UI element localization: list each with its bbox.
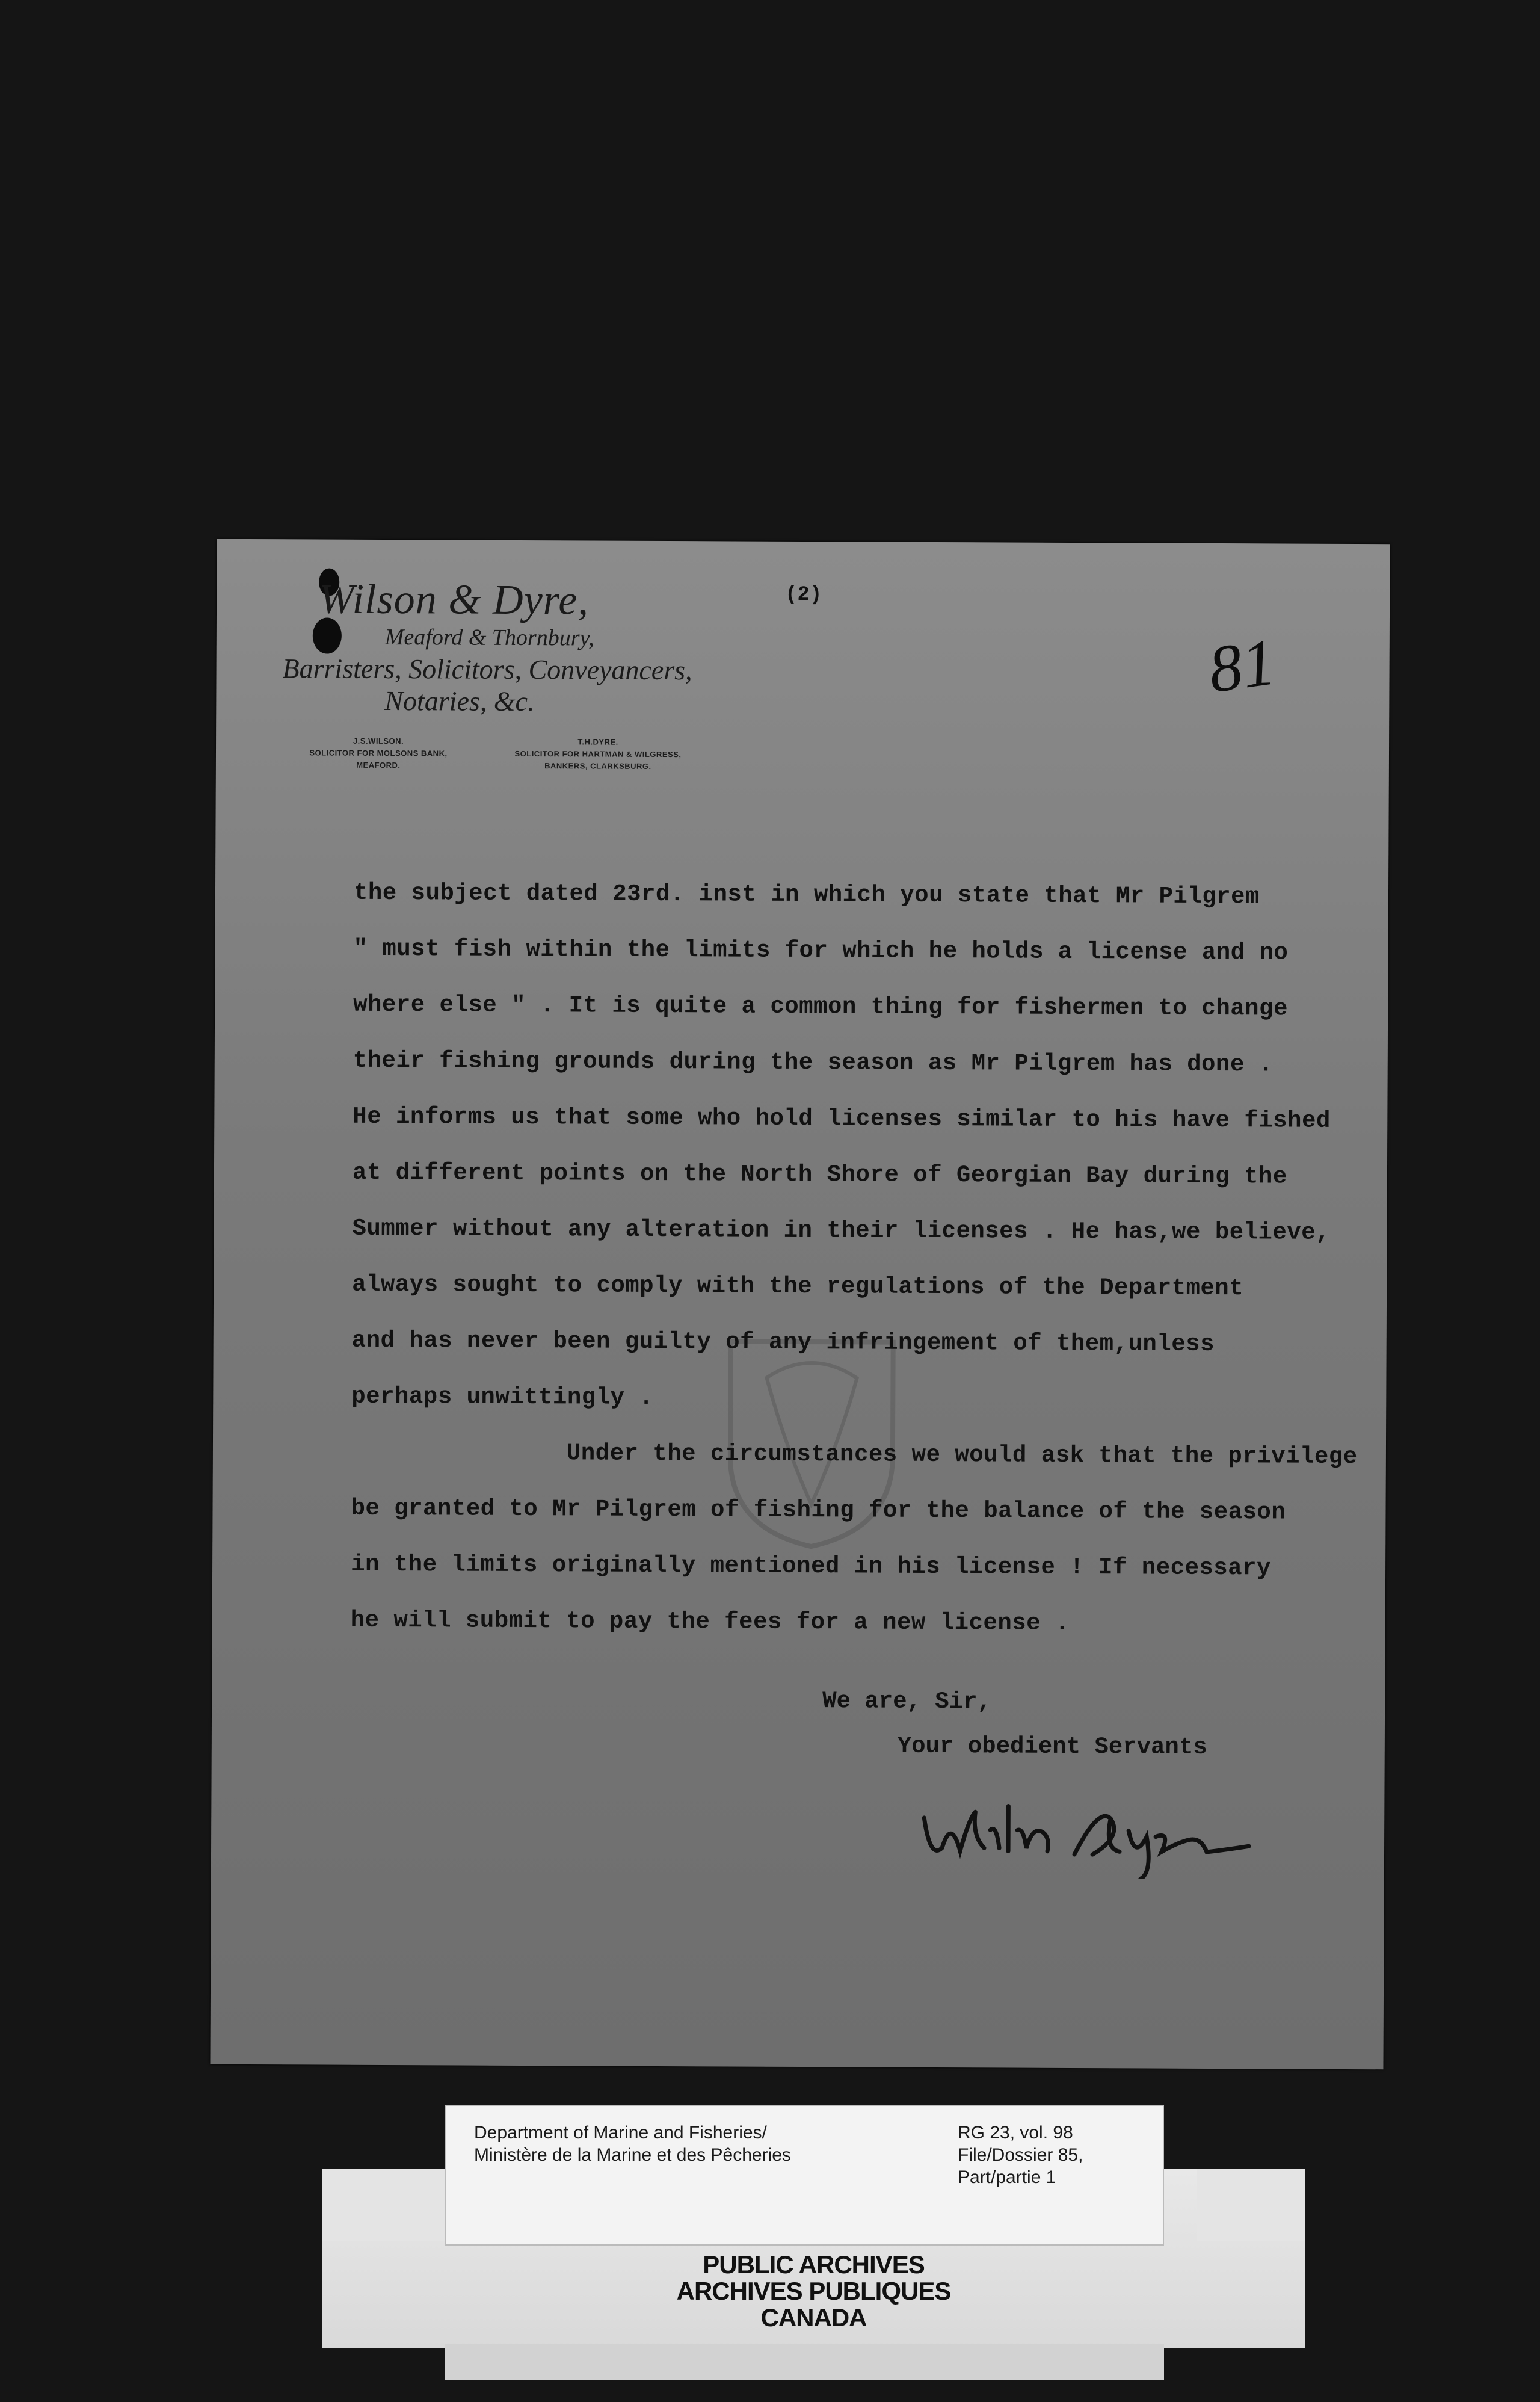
department-en: Department of Marine and Fisheries/ <box>474 2123 767 2143</box>
archives-en: PUBLIC ARCHIVES <box>703 2250 925 2279</box>
label-bottom-strip <box>445 2344 1164 2380</box>
partners-block <box>270 735 703 771</box>
firm-name: Wilson & Dyre, <box>318 576 590 624</box>
reference-volume: RG 23, vol. 98 <box>958 2123 1073 2143</box>
closing-salutation: We are, Sir, <box>822 1688 992 1715</box>
body-line: Under the circumstances we would ask that the privilege <box>566 1440 1358 1471</box>
handwritten-signature <box>918 1794 1255 1879</box>
body-line: where else " . It is quite a common thing for fishermen to change <box>353 991 1288 1022</box>
reference-file: File/Dossier 85, <box>958 2145 1083 2165</box>
body-line: and has never been guilty of any infringement of them,unless <box>351 1327 1215 1358</box>
body-line: the subject dated 23rd. inst in which you state that Mr Pilgrem <box>353 879 1260 910</box>
archive-reference <box>958 2122 1083 2188</box>
body-line: He informs us that some who hold licenses similar to his have fished <box>353 1103 1331 1134</box>
body-line: in the limits originally mentioned in his license ! If necessary <box>351 1551 1272 1582</box>
partner-location: MEAFORD. <box>356 760 401 770</box>
partner-title: SOLICITOR FOR MOLSONS BANK, <box>309 748 448 758</box>
reference-part: Part/partie 1 <box>958 2167 1056 2187</box>
partner-name: J.S.WILSON. <box>353 736 404 746</box>
letter-sheet <box>210 539 1390 2069</box>
partner-name: T.H.DYRE. <box>578 737 618 747</box>
letter-body <box>350 880 1376 1667</box>
archives-country: CANADA <box>760 2303 867 2332</box>
body-line: their fishing grounds during the season as Mr Pilgrem has done . <box>353 1047 1274 1078</box>
department-fr: Ministère de la Marine et des Pêcheries <box>474 2145 791 2165</box>
partner-wilson <box>270 735 487 772</box>
closing <box>822 1688 1207 1761</box>
body-line: Summer without any alteration in their licenses . He has,we believe, <box>352 1215 1331 1246</box>
body-line: always sought to comply with the regulations of the Department <box>352 1271 1244 1302</box>
label-tab <box>322 2169 454 2241</box>
page-number: (2) <box>785 583 822 607</box>
body-line: at different points on the North Shore of Georgian Bay during the <box>352 1159 1287 1190</box>
firm-profession: Barristers, Solicitors, Conveyancers, <box>282 653 692 686</box>
partner-title: SOLICITOR FOR HARTMAN & WILGRESS, <box>514 749 682 759</box>
partner-dyre <box>490 736 706 773</box>
body-line: he will submit to pay the fees for a new license . <box>350 1607 1070 1637</box>
letterhead <box>282 575 692 717</box>
firm-towns: Meaford & Thornbury, <box>384 624 594 651</box>
body-line: perhaps unwittingly . <box>351 1383 654 1411</box>
partner-location: BANKERS, CLARKSBURG. <box>544 761 651 771</box>
body-line: " must fish within the limits for which he holds a license and no <box>353 935 1289 966</box>
archive-reference-card <box>445 2105 1164 2246</box>
archives-fr: ARCHIVES PUBLIQUES <box>676 2277 951 2305</box>
label-tab <box>1197 2169 1305 2241</box>
public-archives-stamp <box>322 2252 1305 2331</box>
closing-servants: Your obedient Servants <box>897 1732 1207 1761</box>
department-name <box>474 2122 791 2166</box>
firm-notaries: Notaries, &c. <box>384 685 535 717</box>
handwritten-file-number: 81 <box>1204 625 1280 707</box>
body-line: be granted to Mr Pilgrem of fishing for the balance of the season <box>351 1495 1286 1526</box>
